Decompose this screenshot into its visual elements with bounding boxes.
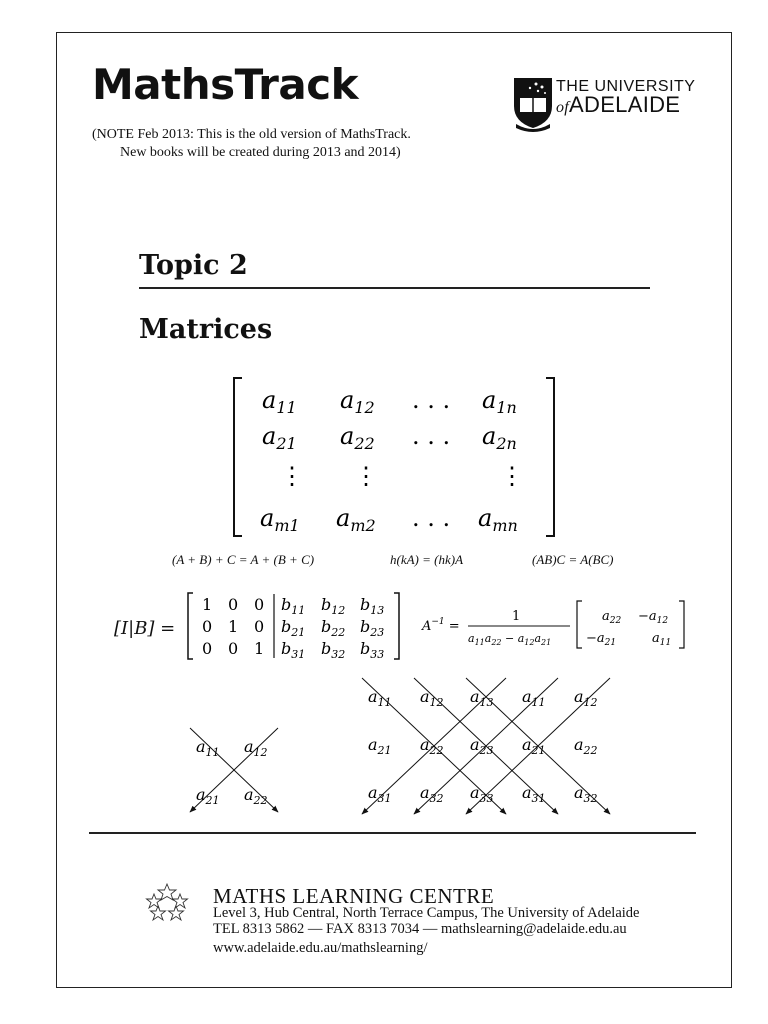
identity-cell: 0 bbox=[202, 617, 213, 636]
note-line-1: (NOTE Feb 2013: This is the old version of MathsTrack. bbox=[92, 127, 411, 142]
identity-cell: 0 bbox=[228, 639, 239, 658]
det3-entry: $a_{13}$ bbox=[470, 687, 494, 709]
b-entry: $b_{21}$ bbox=[281, 617, 306, 639]
university-name: ADELAIDE bbox=[569, 92, 681, 117]
inverse-entry: $-a_{21}$ bbox=[586, 631, 617, 648]
b-entry: $b_{13}$ bbox=[360, 595, 385, 617]
topic-subject: Matrices bbox=[139, 314, 273, 345]
topic-divider bbox=[139, 287, 650, 289]
university-crest-logo bbox=[510, 76, 556, 132]
matrix-vdots: ⋮ bbox=[280, 462, 304, 490]
university-name-line1: THE UNIVERSITY bbox=[556, 78, 696, 95]
augmented-matrix bbox=[184, 590, 404, 662]
topic-label: Topic 2 bbox=[139, 250, 248, 281]
matrix-ellipsis: . . . bbox=[412, 504, 451, 532]
det3-entry: $a_{21}$ bbox=[368, 735, 392, 757]
identity-cell: 0 bbox=[202, 639, 213, 658]
centre-website-link[interactable]: www.adelaide.edu.au/mathslearning/ bbox=[213, 940, 428, 956]
determinant-2x2-diagram bbox=[186, 722, 286, 818]
inverse-entry: $-a_{12}$ bbox=[638, 609, 669, 626]
matrix-entry-amn: $a_{mn}$ bbox=[478, 504, 518, 535]
identity-cell: 1 bbox=[228, 617, 239, 636]
matrix-vdots: ⋮ bbox=[500, 462, 524, 490]
det3-entry: $a_{22}$ bbox=[574, 735, 598, 757]
det2-entry-a21: $a_{21}$ bbox=[196, 785, 220, 807]
b-entry: $b_{31}$ bbox=[281, 639, 306, 661]
b-entry: $b_{12}$ bbox=[321, 595, 346, 617]
identity-scalar: h(kA) = (hk)A bbox=[390, 552, 464, 567]
version-note bbox=[92, 126, 411, 162]
matrix-entry-a1n: $a_{1n}$ bbox=[482, 386, 517, 417]
b-entry: $b_{23}$ bbox=[360, 617, 385, 639]
matrix-entry-a2n: $a_{2n}$ bbox=[482, 422, 517, 453]
inverse-lhs: $A^{-1}$ = bbox=[422, 617, 460, 634]
det3-entry: $a_{21}$ bbox=[522, 735, 546, 757]
centre-name: MATHS LEARNING CENTRE bbox=[213, 884, 495, 908]
page-title: MathsTrack bbox=[92, 60, 359, 109]
inverse-denominator: $a_{11}a_{22} - a_{12}a_{21}$ bbox=[468, 632, 552, 647]
det3-entry: $a_{33}$ bbox=[470, 783, 494, 805]
stars-logo-icon bbox=[142, 882, 192, 926]
identity-associative-multiplication: (AB)C = A(BC) bbox=[532, 552, 614, 567]
matrix-entry-a12: $a_{12}$ bbox=[340, 386, 375, 417]
note-line-2: New books will be created during 2013 and 2014) bbox=[120, 145, 401, 160]
det3-entry: $a_{11}$ bbox=[368, 687, 392, 709]
centre-address: Level 3, Hub Central, North Terrace Campus, The University of Adelaide bbox=[213, 905, 640, 921]
det3-entry: $a_{32}$ bbox=[420, 783, 444, 805]
matrix-ellipsis: . . . bbox=[412, 386, 451, 414]
b-entry: $b_{11}$ bbox=[281, 595, 306, 617]
inverse-numerator: 1 bbox=[512, 609, 521, 624]
matrix-entry-a11: $a_{11}$ bbox=[262, 386, 297, 417]
inverse-formula bbox=[420, 598, 690, 654]
det2-entry-a11: $a_{11}$ bbox=[196, 737, 220, 759]
det3-entry: $a_{12}$ bbox=[420, 687, 444, 709]
centre-contact: TEL 8313 5862 — FAX 8313 7034 — mathslearning@adelaide.edu.au bbox=[213, 921, 627, 937]
augmented-label: [I|B] = bbox=[114, 618, 176, 639]
matrix-ellipsis: . . . bbox=[412, 422, 451, 450]
matrix-entry-am2: $a_{m2}$ bbox=[336, 504, 376, 535]
identity-cell: 1 bbox=[202, 595, 213, 614]
det3-entry: $a_{32}$ bbox=[574, 783, 598, 805]
det2-entry-a12: $a_{12}$ bbox=[244, 737, 268, 759]
identity-cell: 0 bbox=[228, 595, 239, 614]
det3-entry: $a_{12}$ bbox=[574, 687, 598, 709]
det3-entry: $a_{31}$ bbox=[522, 783, 546, 805]
university-name-line2 bbox=[556, 92, 680, 118]
det3-entry: $a_{22}$ bbox=[420, 735, 444, 757]
b-entry: $b_{22}$ bbox=[321, 617, 346, 639]
det3-entry: $a_{11}$ bbox=[522, 687, 546, 709]
b-entry: $b_{32}$ bbox=[321, 639, 346, 661]
b-entry: $b_{33}$ bbox=[360, 639, 385, 661]
determinant-3x3-diagram bbox=[356, 674, 616, 820]
identity-cell: 0 bbox=[254, 617, 265, 636]
matrix-vdots: ⋮ bbox=[354, 462, 378, 490]
matrix-entry-a21: $a_{21}$ bbox=[262, 422, 297, 453]
general-matrix bbox=[228, 372, 560, 542]
det3-entry: $a_{31}$ bbox=[368, 783, 392, 805]
footer-divider bbox=[89, 832, 696, 834]
matrix-entry-a22: $a_{22}$ bbox=[340, 422, 375, 453]
det2-entry-a22: $a_{22}$ bbox=[244, 785, 268, 807]
university-of: of bbox=[556, 99, 570, 116]
matrix-entry-am1: $a_{m1}$ bbox=[260, 504, 300, 535]
det3-entry: $a_{23}$ bbox=[470, 735, 494, 757]
inverse-entry: $a_{22}$ bbox=[602, 609, 622, 626]
identity-cell: 1 bbox=[254, 639, 265, 658]
inverse-entry: $a_{11}$ bbox=[652, 631, 672, 648]
identity-associative-addition: (A + B) + C = A + (B + C) bbox=[172, 552, 315, 567]
identity-cell: 0 bbox=[254, 595, 265, 614]
